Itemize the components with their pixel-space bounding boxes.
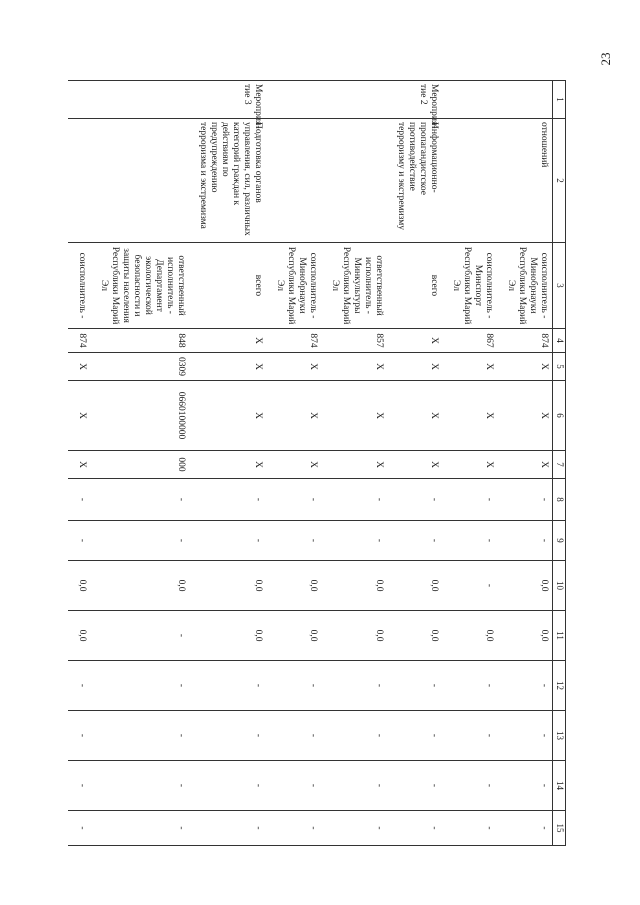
cell-value: 0309 bbox=[90, 353, 189, 381]
cell-value: - bbox=[387, 711, 442, 761]
cell-c1 bbox=[68, 81, 90, 119]
cell-c3: ответственный исполнитель - Минкультуры Республики Марий Эл bbox=[321, 243, 387, 329]
cell-value: - bbox=[321, 761, 387, 811]
cell-value: X bbox=[387, 329, 442, 353]
column-header-15: 15 bbox=[553, 811, 566, 846]
cell-value: - bbox=[90, 611, 189, 661]
column-header-10: 10 bbox=[553, 561, 566, 611]
cell-value: X bbox=[442, 353, 497, 381]
cell-value: X bbox=[189, 329, 266, 353]
cell-value: - bbox=[68, 761, 90, 811]
cell-value: 0,0 bbox=[321, 611, 387, 661]
cell-value: 0,0 bbox=[266, 561, 321, 611]
cell-value: X bbox=[266, 381, 321, 451]
table-row bbox=[266, 81, 321, 846]
cell-value: - bbox=[387, 761, 442, 811]
cell-c3: соисполнитель - Минспорт Республики Марий Эл bbox=[442, 243, 497, 329]
cell-value: 0,0 bbox=[387, 561, 442, 611]
cell-value: - bbox=[266, 661, 321, 711]
cell-value: 0,0 bbox=[68, 561, 90, 611]
column-header-7: 7 bbox=[553, 451, 566, 479]
cell-value: - bbox=[497, 521, 553, 561]
cell-c2 bbox=[266, 119, 321, 243]
cell-value: 0,0 bbox=[387, 611, 442, 661]
cell-value: 0,0 bbox=[497, 561, 553, 611]
cell-value: X bbox=[387, 381, 442, 451]
cell-value: X bbox=[68, 381, 90, 451]
cell-value: - bbox=[442, 761, 497, 811]
cell-c1 bbox=[442, 81, 497, 119]
cell-value: 874 bbox=[68, 329, 90, 353]
cell-value: - bbox=[442, 479, 497, 521]
table-row bbox=[442, 81, 497, 846]
page-number: 23 bbox=[598, 52, 613, 66]
cell-value: 0660100000 bbox=[90, 381, 189, 451]
table-row bbox=[189, 81, 266, 846]
cell-value: - bbox=[387, 479, 442, 521]
cell-value: - bbox=[321, 521, 387, 561]
cell-c1: Мероприя-тие 3 bbox=[189, 81, 266, 119]
cell-value: - bbox=[321, 479, 387, 521]
column-header-9: 9 bbox=[553, 521, 566, 561]
cell-value: X bbox=[266, 451, 321, 479]
cell-value: X bbox=[387, 353, 442, 381]
header-row bbox=[553, 81, 566, 846]
cell-value: - bbox=[189, 479, 266, 521]
cell-value: - bbox=[266, 521, 321, 561]
cell-value: X bbox=[68, 353, 90, 381]
cell-value: X bbox=[442, 451, 497, 479]
cell-c2 bbox=[68, 119, 90, 243]
cell-value: - bbox=[387, 521, 442, 561]
cell-value: 0,0 bbox=[189, 611, 266, 661]
cell-c1: Мероприя-тие 2 bbox=[387, 81, 442, 119]
cell-value: - bbox=[266, 811, 321, 846]
cell-value: - bbox=[497, 761, 553, 811]
cell-c3: ответственный исполнитель - Департамент экологической безопасности и защиты населения Республики Марий Эл bbox=[90, 243, 189, 329]
cell-value: - bbox=[189, 761, 266, 811]
table-row bbox=[497, 81, 553, 846]
cell-value: 0,0 bbox=[189, 561, 266, 611]
table-row bbox=[387, 81, 442, 846]
column-header-2: 2 bbox=[553, 119, 566, 243]
cell-c2: отношений bbox=[497, 119, 553, 243]
table-row bbox=[321, 81, 387, 846]
cell-c2: Подготовка органов управления, сил, различных категорий граждан к действиям по предупреждению терроризма и экстремизма bbox=[189, 119, 266, 243]
cell-value: - bbox=[90, 521, 189, 561]
cell-value: 0,0 bbox=[321, 561, 387, 611]
cell-value: X bbox=[189, 451, 266, 479]
cell-value: X bbox=[497, 381, 553, 451]
cell-value: - bbox=[90, 711, 189, 761]
cell-value: 0,0 bbox=[68, 611, 90, 661]
cell-value: X bbox=[497, 451, 553, 479]
cell-c3: всего bbox=[189, 243, 266, 329]
cell-value: X bbox=[189, 381, 266, 451]
cell-value: - bbox=[90, 811, 189, 846]
cell-value: - bbox=[68, 661, 90, 711]
cell-c2: Информационно-пропагандистское противодействие терроризму и экстремизму bbox=[387, 119, 442, 243]
cell-value: X bbox=[189, 353, 266, 381]
cell-value: - bbox=[90, 761, 189, 811]
cell-value: 0,0 bbox=[442, 611, 497, 661]
cell-c2 bbox=[442, 119, 497, 243]
cell-value: X bbox=[321, 381, 387, 451]
column-header-3: 3 bbox=[553, 243, 566, 329]
cell-c3: соисполнитель - bbox=[68, 243, 90, 329]
cell-value: X bbox=[68, 451, 90, 479]
rotated-table-container bbox=[77, 80, 566, 845]
cell-value: - bbox=[321, 711, 387, 761]
cell-value: - bbox=[189, 811, 266, 846]
cell-value: - bbox=[442, 711, 497, 761]
cell-value: - bbox=[497, 479, 553, 521]
cell-value: - bbox=[90, 661, 189, 711]
cell-c1 bbox=[266, 81, 321, 119]
column-header-14: 14 bbox=[553, 761, 566, 811]
cell-value: 848 bbox=[90, 329, 189, 353]
table-row bbox=[68, 81, 90, 846]
cell-value: 874 bbox=[497, 329, 553, 353]
cell-value: - bbox=[321, 661, 387, 711]
cell-value: - bbox=[387, 661, 442, 711]
cell-value: X bbox=[266, 353, 321, 381]
cell-value: - bbox=[266, 761, 321, 811]
column-header-1: 1 bbox=[553, 81, 566, 119]
cell-value: - bbox=[68, 711, 90, 761]
column-header-4: 4 bbox=[553, 329, 566, 353]
cell-value: - bbox=[442, 521, 497, 561]
cell-value: - bbox=[497, 661, 553, 711]
cell-value: - bbox=[90, 479, 189, 521]
column-header-6: 6 bbox=[553, 381, 566, 451]
cell-value: X bbox=[321, 353, 387, 381]
cell-value: - bbox=[497, 711, 553, 761]
cell-value: - bbox=[321, 811, 387, 846]
cell-value: 867 bbox=[442, 329, 497, 353]
cell-c3: соисполнитель - Минобрнауки Республики Марий Эл bbox=[497, 243, 553, 329]
cell-value: - bbox=[68, 811, 90, 846]
cell-c2 bbox=[321, 119, 387, 243]
cell-value: - bbox=[266, 479, 321, 521]
cell-c1 bbox=[321, 81, 387, 119]
cell-c1 bbox=[497, 81, 553, 119]
cell-value: - bbox=[189, 521, 266, 561]
cell-c1 bbox=[90, 81, 189, 119]
cell-value: 857 bbox=[321, 329, 387, 353]
cell-value: - bbox=[497, 811, 553, 846]
column-header-8: 8 bbox=[553, 479, 566, 521]
table-row bbox=[90, 81, 189, 846]
column-header-11: 11 bbox=[553, 611, 566, 661]
cell-value: - bbox=[189, 711, 266, 761]
cell-value: X bbox=[387, 451, 442, 479]
cell-value: 0,0 bbox=[266, 611, 321, 661]
cell-value: 0,0 bbox=[90, 561, 189, 611]
cell-value: - bbox=[68, 479, 90, 521]
cell-value: 0,0 bbox=[497, 611, 553, 661]
cell-value: 874 bbox=[266, 329, 321, 353]
cell-c3: соисполнитель - Минобрнауки Республики Марий Эл bbox=[266, 243, 321, 329]
cell-value: - bbox=[442, 661, 497, 711]
cell-value: - bbox=[442, 811, 497, 846]
cell-value: - bbox=[68, 521, 90, 561]
cell-value: 000 bbox=[90, 451, 189, 479]
budget-table bbox=[68, 80, 566, 846]
column-header-13: 13 bbox=[553, 711, 566, 761]
cell-c3: всего bbox=[387, 243, 442, 329]
cell-value: X bbox=[497, 353, 553, 381]
cell-c2 bbox=[90, 119, 189, 243]
cell-value: X bbox=[321, 451, 387, 479]
cell-value: - bbox=[189, 661, 266, 711]
column-header-12: 12 bbox=[553, 661, 566, 711]
column-header-5: 5 bbox=[553, 353, 566, 381]
cell-value: - bbox=[442, 561, 497, 611]
cell-value: - bbox=[266, 711, 321, 761]
cell-value: - bbox=[387, 811, 442, 846]
cell-value: X bbox=[442, 381, 497, 451]
